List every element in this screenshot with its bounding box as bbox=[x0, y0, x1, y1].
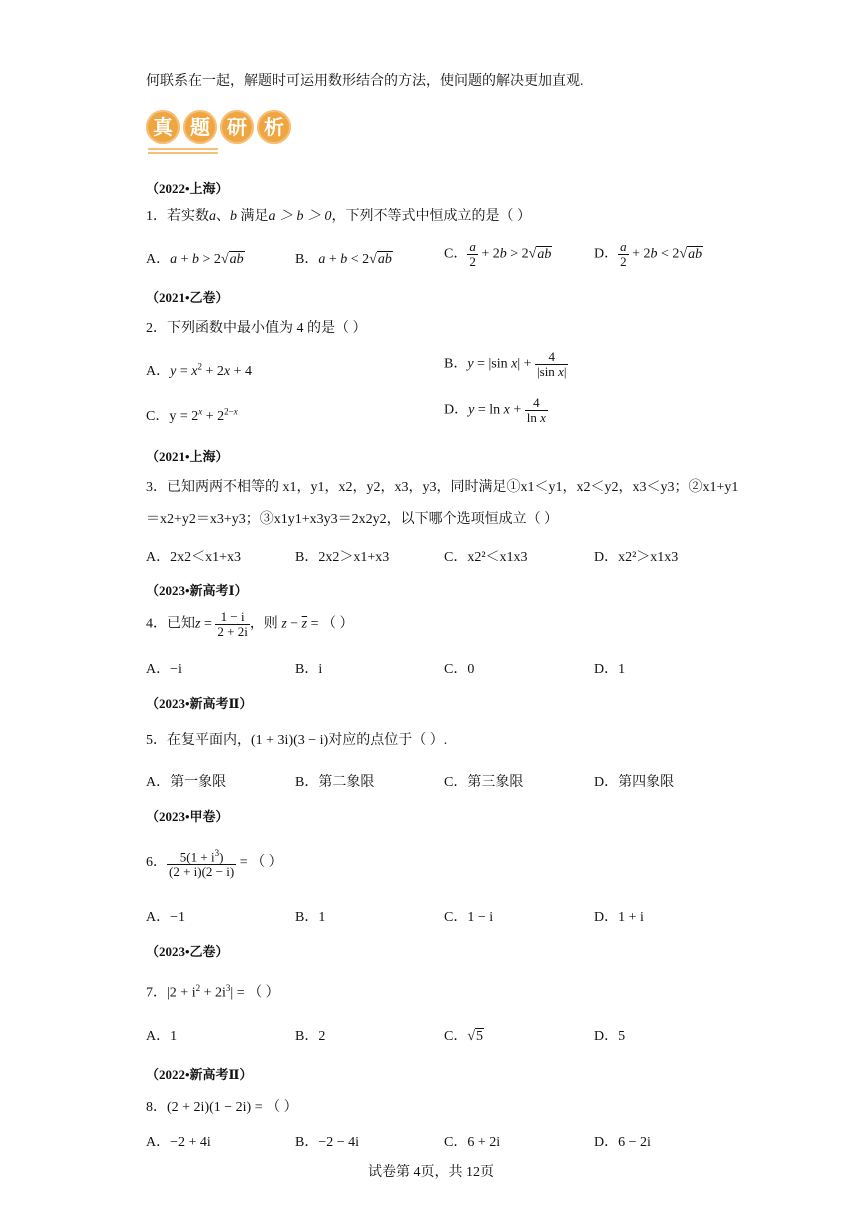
q6-option-d: D．1 + i bbox=[594, 910, 644, 925]
q3-option-a: A．2x2＜x1+x3 bbox=[146, 550, 242, 565]
q2-stem: 2．下列函数中最小值为 4 的是（ ） bbox=[146, 321, 367, 336]
q7-source: （2023•乙卷） bbox=[146, 944, 229, 959]
section-banner bbox=[146, 106, 294, 158]
q1-end: ，下列不等式中恒成立的是（ ） bbox=[331, 209, 531, 224]
q4-option-d: D．1 bbox=[594, 662, 626, 677]
q5-option-b: B．第二象限 bbox=[295, 775, 375, 790]
q1-mid: 满足 bbox=[237, 209, 269, 224]
q5-stem: 5．在复平面内，(1 + 3i)(3 − i)对应的点位于（ ）. bbox=[146, 733, 448, 748]
opt-letter: B． bbox=[295, 252, 319, 267]
opt-letter: D． bbox=[594, 246, 619, 262]
q5-stem-pre: 5．在复平面内， bbox=[146, 733, 251, 748]
q5-stem-post: 对应的点位于（ ）. bbox=[328, 733, 448, 748]
q2-option-d: D．y = ln x + $\frac{4}{\text{ln x}}$ bbox=[444, 395, 546, 425]
q6-option-b: B．1 bbox=[295, 910, 326, 925]
q8-option-c: C．6 + 2i bbox=[444, 1135, 501, 1150]
banner-char-2: 题 bbox=[183, 110, 217, 144]
q7-option-c: C．√5 bbox=[444, 1029, 484, 1044]
q1-sep: 、 bbox=[216, 209, 230, 224]
q4-stem: 4．已知z = $\frac{1 - i}{2 + 2i}$ ，则 $z - \overline{z}$ = （ ） bbox=[146, 609, 354, 639]
opt-letter: B． bbox=[444, 356, 468, 372]
q2-option-b: B．y = |sin x| + $\frac{4}{\text{|sin x|}}$ bbox=[444, 349, 567, 379]
opt-letter: A． bbox=[146, 252, 171, 267]
q4-option-a: A．−i bbox=[146, 662, 182, 677]
opt-letter: A． bbox=[146, 364, 171, 379]
opt-letter: C． bbox=[444, 1029, 468, 1044]
opt-letter: C． bbox=[146, 409, 170, 424]
q7-option-b: B．2 bbox=[295, 1029, 326, 1044]
q2-source: （2021•乙卷） bbox=[146, 290, 229, 305]
q4-stem-pre: 4．已知 bbox=[146, 616, 195, 632]
q8-stem-post: （ ） bbox=[266, 1100, 298, 1115]
banner-char-3: 研 bbox=[220, 110, 254, 144]
q1-option-a: A．a + b > 2√ab bbox=[146, 252, 244, 267]
q5-option-a: A．第一象限 bbox=[146, 775, 227, 790]
banner-stripe bbox=[148, 148, 218, 150]
page-footer: 试卷第 4页，共 12页 bbox=[368, 1165, 494, 1180]
q7-stem-post: （ ） bbox=[248, 985, 280, 1001]
banner-char-4: 析 bbox=[257, 110, 291, 144]
q1-option-b: B．a + b < 2√ab bbox=[295, 252, 392, 267]
q2-option-c: C．$y = 2^x + 2^{2-x}$ bbox=[146, 406, 238, 424]
q6-option-a: A．−1 bbox=[146, 910, 186, 925]
q7-stem: 7．$|2 + i^2 + 2i^3|$ = （ ） bbox=[146, 983, 280, 1001]
q3-option-c: C．x2²＜x1x3 bbox=[444, 550, 528, 565]
q4-option-c: C．0 bbox=[444, 662, 475, 677]
banner-stripe bbox=[148, 152, 218, 154]
q6-stem-post: （ ） bbox=[251, 854, 283, 870]
q7-option-d: D．5 bbox=[594, 1029, 626, 1044]
q5-option-c: C．第三象限 bbox=[444, 775, 524, 790]
q1-stem bbox=[146, 207, 531, 227]
q4-source: （2023•新高考Ⅰ） bbox=[146, 583, 248, 598]
q1-option-c: C． $\frac{a}{2}$ + 2b > 2√ab bbox=[444, 239, 552, 269]
q6-source: （2023•甲卷） bbox=[146, 809, 229, 824]
q8-option-d: D．6 − 2i bbox=[594, 1135, 651, 1150]
q3-source: （2021•上海） bbox=[146, 449, 229, 464]
q1-option-d: D． $\frac{a}{2}$ + 2b < 2√ab bbox=[594, 239, 703, 269]
q3-stem-line2: ＝x2+y2＝x3+y3；③x1y1+x3y3＝2x2y2，以下哪个选项恒成立（ ） bbox=[146, 512, 559, 527]
q2-option-a: A．$y = x^2 + 2x + 4$ bbox=[146, 361, 252, 379]
opt-letter: C． bbox=[444, 246, 468, 262]
q8-option-a: A．−2 + 4i bbox=[146, 1135, 211, 1150]
q1-var-a: a bbox=[209, 209, 216, 224]
q8-option-b: B．−2 − 4i bbox=[295, 1135, 360, 1150]
q1-cond: a ＞ b ＞ 0 bbox=[268, 209, 332, 224]
q4-stem-post: （ ） bbox=[322, 616, 354, 632]
q7-stem-pre: 7． bbox=[146, 985, 167, 1001]
intro-line: 何联系在一起，解题时可运用数形结合的方法，使问题的解决更加直观. bbox=[146, 74, 584, 89]
q6-stem: 6． $\frac{5(1 + i^3)}{(2 + i)(2 - i)}$ = （ ） bbox=[146, 848, 283, 880]
q7-option-a: A．1 bbox=[146, 1029, 178, 1044]
opt-letter: D． bbox=[444, 402, 469, 418]
q8-stem-pre: 8． bbox=[146, 1100, 167, 1115]
q5-source: （2023•新高考Ⅱ） bbox=[146, 696, 253, 711]
q4-option-b: B．i bbox=[295, 662, 323, 677]
q8-stem: 8．(2 + 2i)(1 − 2i) = （ ） bbox=[146, 1100, 298, 1115]
q3-option-b: B．2x2＞x1+x3 bbox=[295, 550, 390, 565]
q6-option-c: C．1 − i bbox=[444, 910, 494, 925]
q1-source: （2022•上海） bbox=[146, 181, 229, 196]
q5-option-d: D．第四象限 bbox=[594, 775, 675, 790]
q1-var-b: b bbox=[230, 209, 237, 224]
q1-stem-text: 1．若实数 bbox=[146, 209, 209, 224]
q3-stem-line1: 3．已知两两不相等的 x1，y1，x2，y2，x3，y3，同时满足①x1＜y1，x2＜y2，x3＜y3；②x1+y1 bbox=[146, 480, 739, 495]
banner-char-1: 真 bbox=[146, 110, 180, 144]
q8-source: （2022•新高考Ⅱ） bbox=[146, 1067, 253, 1082]
q6-stem-pre: 6． bbox=[146, 854, 167, 870]
q3-option-d: D．x2²＞x1x3 bbox=[594, 550, 679, 565]
